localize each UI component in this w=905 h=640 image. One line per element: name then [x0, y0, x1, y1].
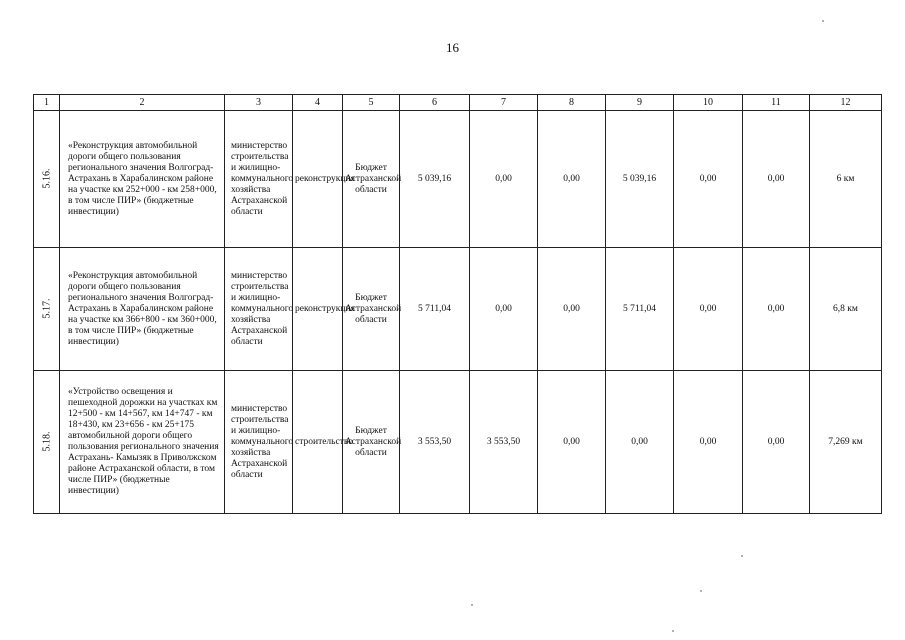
value-col-10: 0,00	[674, 248, 743, 371]
value-col-8: 0,00	[538, 371, 606, 514]
value-col-7: 0,00	[470, 248, 538, 371]
budget-table	[33, 94, 882, 514]
funding-source: Бюджет Астраханской области	[343, 371, 400, 514]
scan-speck	[672, 630, 674, 632]
value-col-7: 3 553,50	[470, 371, 538, 514]
table-row	[34, 248, 882, 371]
scan-speck	[700, 590, 702, 592]
work-type: строительство	[293, 371, 343, 514]
value-col-9: 5 039,16	[606, 111, 674, 248]
funding-source: Бюджет Астраханской области	[343, 248, 400, 371]
column-header: 11	[743, 95, 810, 111]
value-col-6: 3 553,50	[400, 371, 470, 514]
value-col-11: 0,00	[743, 248, 810, 371]
column-header: 2	[60, 95, 225, 111]
work-type: реконструкция	[293, 111, 343, 248]
value-col-11: 0,00	[743, 371, 810, 514]
column-header: 1	[34, 95, 60, 111]
project-name: «Реконструкция автомобильной дороги общего пользования регионального значения Волгоград- Астрахань в Харабалинском районе на участке км 366+800 - км 360+000, в том числе ПИР» (бюджетные инвестиции)	[60, 248, 225, 371]
table-header	[34, 95, 882, 111]
column-header: 10	[674, 95, 743, 111]
column-header: 5	[343, 95, 400, 111]
row-number: 5.18.	[34, 371, 60, 514]
value-col-10: 0,00	[674, 371, 743, 514]
work-type: реконструкция	[293, 248, 343, 371]
value-col-8: 0,00	[538, 111, 606, 248]
value-col-6: 5 039,16	[400, 111, 470, 248]
column-header: 4	[293, 95, 343, 111]
length-value: 6 км	[810, 111, 882, 248]
responsible-agency: министерство строительства и жилищно-коммунального хозяйства Астраханской области	[225, 248, 293, 371]
length-value: 7,269 км	[810, 371, 882, 514]
column-header: 7	[470, 95, 538, 111]
row-number: 5.17.	[34, 248, 60, 371]
table-row	[34, 111, 882, 248]
value-col-11: 0,00	[743, 111, 810, 248]
scan-speck	[741, 555, 743, 557]
header-row	[34, 95, 882, 111]
project-name: «Реконструкция автомобильной дороги общего пользования регионального значения Волгоград- Астрахань в Харабалинском районе на участке км 252+000 - км 258+000, в том числе ПИР» (бюджетные инвестиции)	[60, 111, 225, 248]
scan-speck	[471, 604, 473, 606]
column-header: 9	[606, 95, 674, 111]
column-header: 8	[538, 95, 606, 111]
length-value: 6,8 км	[810, 248, 882, 371]
project-name: «Устройство освещения и пешеходной дорожки на участках км 12+500 - км 14+567, км 14+747 - км 18+430, км 23+656 - км 25+175 автомобильной дороги общего пользования регионального значения Астрахань- Камызяк в Приволжском районе Астраханской области, в том числе ПИР» (бюджетные инвестиции)	[60, 371, 225, 514]
column-header: 6	[400, 95, 470, 111]
responsible-agency: министерство строительства и жилищно-коммунального хозяйства Астраханской области	[225, 111, 293, 248]
responsible-agency: министерство строительства и жилищно-коммунального хозяйства Астраханской области	[225, 371, 293, 514]
funding-source: Бюджет Астраханской области	[343, 111, 400, 248]
value-col-8: 0,00	[538, 248, 606, 371]
column-header: 12	[810, 95, 882, 111]
value-col-6: 5 711,04	[400, 248, 470, 371]
value-col-9: 5 711,04	[606, 248, 674, 371]
value-col-9: 0,00	[606, 371, 674, 514]
column-header: 3	[225, 95, 293, 111]
table-row	[34, 371, 882, 514]
value-col-10: 0,00	[674, 111, 743, 248]
scan-speck	[822, 20, 824, 22]
value-col-7: 0,00	[470, 111, 538, 248]
row-number: 5.16.	[34, 111, 60, 248]
page-number: 16	[446, 40, 459, 55]
